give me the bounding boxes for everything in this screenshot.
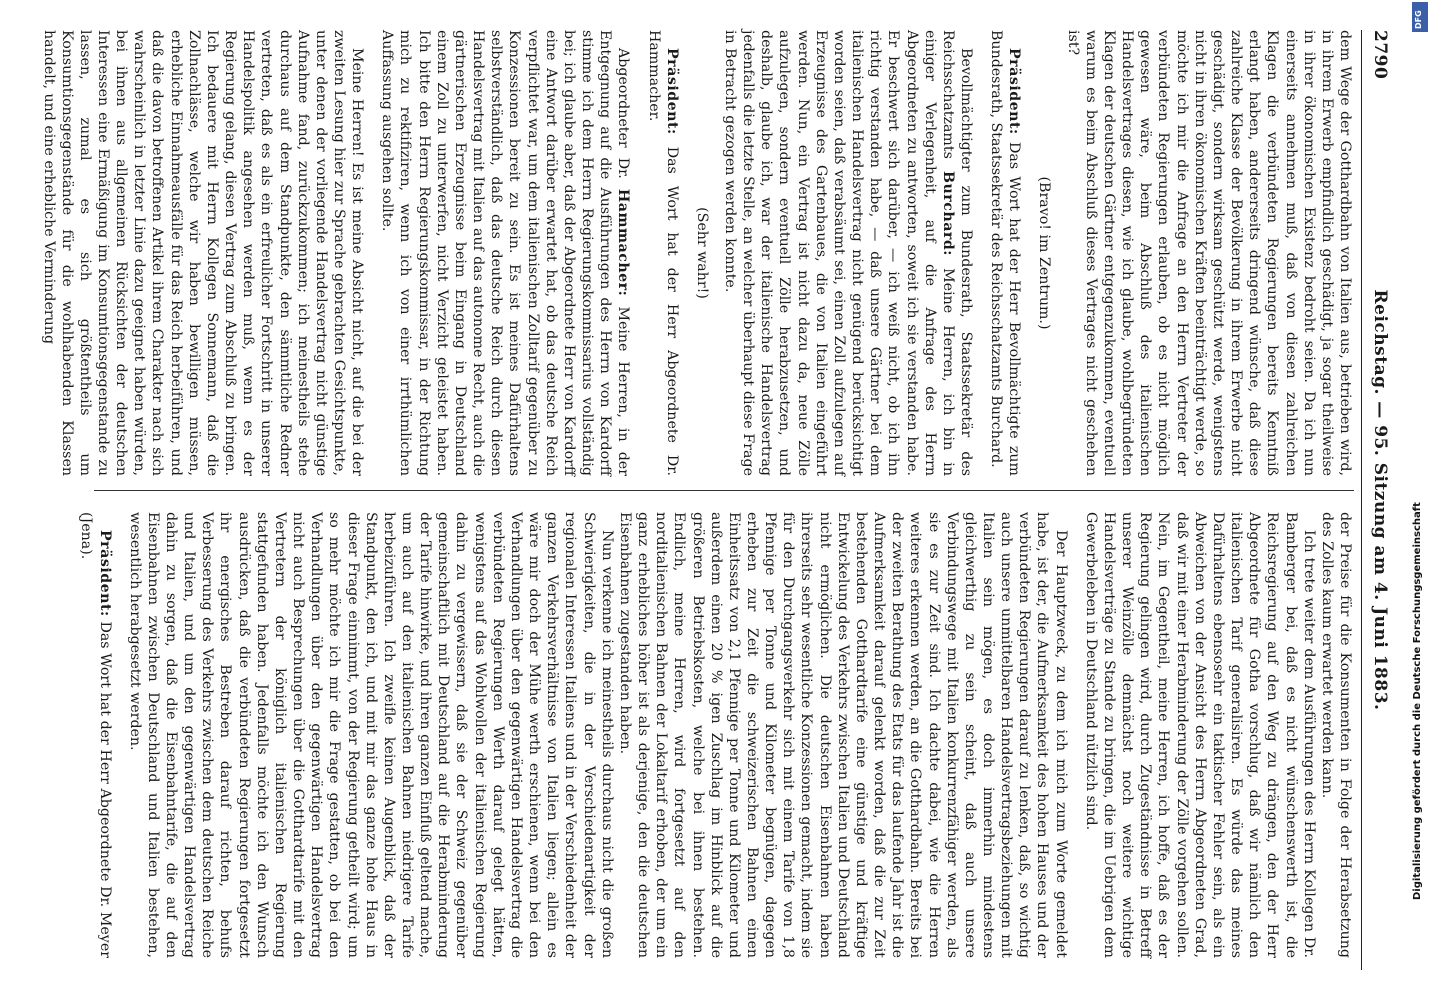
paragraph-text: der Preise für die Konsumenten in Folge der Herabsetzung des Zolles kaum erwartet werden kann. <box>1318 512 1353 958</box>
page-number: 2790 <box>1370 30 1390 80</box>
paragraph <box>616 512 1070 958</box>
paragraph-text: Das Wort hat der Herr Bevollmächtigte zum Bundesrath, Staatssekretär des Reichsschatzamts Burchard. <box>988 30 1023 476</box>
paragraph-text: Abgeordneter Dr. <box>615 48 632 189</box>
paragraph-text: dem Wege der Gotthardbahn von Italien aus, betrieben wird, in ihrem Erwerb empfindlich geschädigt, ja sogar theilweise in ihrer ökonomischen Existenz bedroht seien. Da ich nun einerseits annehmen muß, daß von diesen zahlreichen Klagen die verbündeten Regierungen bereits Kenntniß erlangt haben, andererseits dringend wünsche, daß diese zahlreiche Klasse der Bevölkerung in ihrem Erwerbe nicht geschädigt, sondern wirksam geschützt werde, wenigstens nicht in ihren ökonomischen Kräften beeinträchtigt werde, so möchte ich mir die Anfrage an den Herrn Vertreter der verbündeten Regierungen erlauben, ob es nicht möglich gewesen wäre, beim Abschluß des italienischen Handelsvertrages diesen, wie ich glaube, wohlbegründeten Klagen der deutschen Gärtner entgegenzukommen, eventuell warum es beim Abschluß dieses Vertrages nicht geschehen ist? <box>1064 30 1353 476</box>
paragraph <box>1064 30 1355 476</box>
speaker-label: Präsident: <box>1006 48 1023 135</box>
paragraph <box>77 512 113 958</box>
paragraph <box>1082 512 1318 958</box>
speaker-label: Burchard: <box>939 170 956 257</box>
paragraph-text: Meine Herren, in der Entgegnung auf die Ausführungen des Herrn von Kardorff stimme ich dem Herrn Regierungskommissarius vollständig bei; ich glaube aber, daß der Abgeordnete Herr von Kardorff eine Antwort darüber erwartet hat, ob das deutsche Reich verpflichtet war, um dem italienischen Zolltarif gegenüber zu Konzessionen bereit zu sein. Es ist meines Dafürhaltens selbstverständlich, daß das deutsche Reich durch diesen Handelsvertrag mit Italien auf das autonome Recht, auch die gärtnerischen Erzeugnisse beim Eingang in Deutschland einem Zoll zu unterwerfen, nicht Verzicht geleistet haben. Ich bitte den Herrn Regierungskommissar, in der Richtung mich zu rektifiziren, wenn ich von einer irrthümlichen Auffassung ausgehen sollte. <box>379 30 632 476</box>
running-header <box>1361 30 1392 970</box>
paragraph <box>987 30 1023 476</box>
paragraph-text: Meine Herren! Es ist meine Absicht nicht, auf die bei der zweiten Lesung hier zur Sprache gebrachten Gesichtspunkte, unter denen der vorliegende Handelsvertrag nicht günstige Aufnahme fand, zurückzukommen; ich meinestheils stehe durchaus auf dem Standpunkte, den sämmtliche Redner vertreten, daß es als ein erfreulicher Fortschritt in unserer Handelspolitik angesehen werden muß, wenn es der Regierung gelang, diesen Vertrag zum Abschluß zu bringen. Ich bedauere mit Herrn Kollegen Sonnemann, daß die Zollnachlässe, welche wir haben bewilligen müssen, erhebliche Einnahmeausfälle für das Reich herbeiführen, und daß die davon betroffenen Artikel ihrem Charakter nach sich wahrscheinlich in letzter Linie dazu geeignet haben würden, bei ihnen aus allgemeinen Rücksichten der deutschen Interessen eine Ermäßigung im Konsumtionsgegenstande zu lassen, zumal es sich größtentheils um Konsumtionsgegenstände für die wohlhabenden Klassen handelt, und eine erhebliche Verminderung <box>40 30 366 476</box>
paragraph-text: Meine Herren, ich bin in einiger Verlegenheit, auf die Anfrage des Herrn Abgeordneten zu antworten, soweit ich sie verstanden habe. Er beschwert sich darüber, — ich weiß nicht, ob ich ihn richtig verstanden habe, — daß unsere Gärtner bei dem italienischen Handelsvertrag nicht genügend berücksichtigt worden seien, daß verabsäumt sei, einen Zoll aufzulegen auf Erzeugnisse des Gartenbaues, die von Italien eingeführt werden. Nun, ein Vertrag ist nicht dazu da, neue Zölle aufzulegen, sondern eventuell Zölle herabzusetzen, und deshalb, glaube ich, war der italienische Handelsvertrag jedenfalls die letzte Stelle, an welcher überhaupt diese Frage in Betracht gezogen werden konnte. <box>722 30 956 476</box>
digitization-credit <box>1412 40 1428 960</box>
speaker-label: Präsident: <box>96 530 113 617</box>
paragraph <box>644 30 680 476</box>
running-title: Reichstag. — 95. Sitzung am 4. Juni 1883. <box>1370 289 1390 711</box>
paragraph-text: Nun verkenne ich meinestheils durchaus nicht die großen Schwierigkeiten, die in der Verschiedenartigkeit der regionalen Interessen Italiens und in der Verschiedenheit der ganzen Verkehrsverhältnisse von Italien liegen; allein es wäre mir doch der Mühe werth erschienen, wenn bei den Verhandlungen über den gegenwärtigen Handelsvertrag die verbündeten Regierungen Werth darauf gelegt hätten, wenigstens auf das Wohlwollen der italienischen Regierung dahin zu vergewissern, daß sie der Schweiz gegenüber gemeinschaftlich mit Deutschland auf die Herabminderung der Tarife hinwirke, und ihren ganzen Einfluß geltend mache, um auch auf den italienischen Bahnen niedrigere Tarife herbeizuführen. Ich zweifle keinen Augenblick, daß der Standpunkt, den ich, und mit mir das ganze hohe Haus in dieser Frage einnimmt, von der Regierung getheilt wird; um so mehr möchte ich mir die Frage gestatten, ob bei den Verhandlungen über den gegenwärtigen Handelsvertrag nicht auch Besprechungen über die Gotthardtarife mit den Vertretern der königlich italienischen Regierung stattgefunden haben. Jedenfalls möchte ich den Wunsch ausdrücken, daß die verbündeten Regierungen fortgesetzt ihr energisches Bestreben darauf richten, behufs Verbesserung des Verkehrs zwischen dem deutschen Reiche und Italien, und um den gegenwärtigen Handelsvertrag dahin zu sorgen, daß die Eisenbahntarife, die auf den Eisenbahnen zwischen Deutschland und Italien bestehen, wesentlich herabgesetzt werden. <box>126 512 615 958</box>
speaker-label: Präsident: <box>663 48 680 135</box>
left-column <box>34 30 1354 476</box>
rotated-newspaper-page <box>6 0 1416 1000</box>
paragraph-text: Bevollmächtigter zum Bundesrath, Staatssekretär des Reichsschatzamts <box>939 30 975 476</box>
right-column <box>0 512 1354 958</box>
paragraph-text: Der Hauptzweck, zu dem ich mich zum Worte gemeldet habe, ist der, die Aufmerksamkeit des hohen Hauses und der verbündeten Regierungen darauf zu lenken, daß, so wichtig auch unsere unmittelbaren Handelsvertragsbeziehungen mit Italien sein mögen, es doch immerhin mindestens gleichwerthig zu sein scheint, daß auch unsere Verbindungswege mit Italien konkurrenzfähiger werden, als sie es zur Zeit sind. Ich dachte dabei, wie die Herren weiteres erkennen werden, an die Gotthardbahn. Bereits bei der zweiten Berathung des Etats für das laufende Jahr ist die Aufmerksamkeit darauf gelenkt worden, daß die zur Zeit bestehenden Gotthardtarife eine günstige und kräftige Entwickelung des Verkehrs zwischen Italien und Deutschland nicht ermöglichen. Die deutschen Eisenbahnen haben ihrerseits sehr wesentliche Konzessionen gemacht, indem sie für den Durchgangsverkehr sich mit einem Tarife von 1,8 Pfennige per Tonne und Kilometer begnügen, dagegen erheben zur Zeit die schweizerischen Bahnen einen Einheitssatz von 2,1 Pfennige per Tonne und Kilometer und außerdem einen 20 % igen Zuschlag im Hinblick auf die größeren Betriebskosten, welche bei ihnen bestehen. Endlich, meine Herren, wird fortgesetzt auf den norditalienischen Bahnen der Lokaltarif erhoben, der um ein ganz erhebliches höher ist als derjenige, den die deutschen Eisenbahnen zugestanden haben. <box>616 512 1069 958</box>
paragraph-text: Ich trete weiter dem Ausführungen des Herrn Kollegen Dr. Bamberger bei, daß es nicht wünschenswerth ist, die Reichsregierung auf den Weg zu drängen, den der Herr Abgeordnete für Gotha vorschlug, daß wir nämlich den italienischen Tarif generalisiren. Es würde das meines Dafürhaltens ebensosehr ein taktischer Fehler sein, als ein Abweichen von der Ansicht des Herrn Abgeordneten Grad, daß wir mit einer Herabminderung der Zölle vorgehen sollen. Nein, im Gegentheil, meine Herren, ich hoffe, daß es der Regierung gelingen wird, durch Zugeständnisse in Betreff unserer Weinzölle demnächst noch weitere wichtige Handelsverträge zu Stande zu bringen, die im Uebrigen dem Gewerbeleben in Deutschland nützlich sind. <box>1082 512 1317 958</box>
credit-text: Digitalisierung gefördert durch die Deutsche Forschungsgemeinschaft <box>1412 502 1423 900</box>
paragraph <box>378 30 632 476</box>
paragraph-text: Das Wort hat der Herr Abgeordnete Dr. Hammacher. <box>645 30 680 476</box>
paragraph <box>721 30 975 476</box>
dfg-logo: DFG <box>1412 2 1428 32</box>
reaction-text: (Bravo! im Zentrum.) <box>1036 176 1053 330</box>
speaker-label: Hammacher: <box>615 188 632 297</box>
paragraph-text: Das Wort hat der Herr Abgeordnete Dr. Meyer (Jena). <box>78 512 113 958</box>
reaction-text: (Sehr wahr!) <box>693 207 710 299</box>
paragraph <box>1318 512 1354 958</box>
reaction-note <box>693 30 711 476</box>
paragraph <box>39 30 366 476</box>
reaction-note <box>1035 30 1053 476</box>
paragraph <box>126 512 616 958</box>
column-divider <box>94 490 1354 491</box>
